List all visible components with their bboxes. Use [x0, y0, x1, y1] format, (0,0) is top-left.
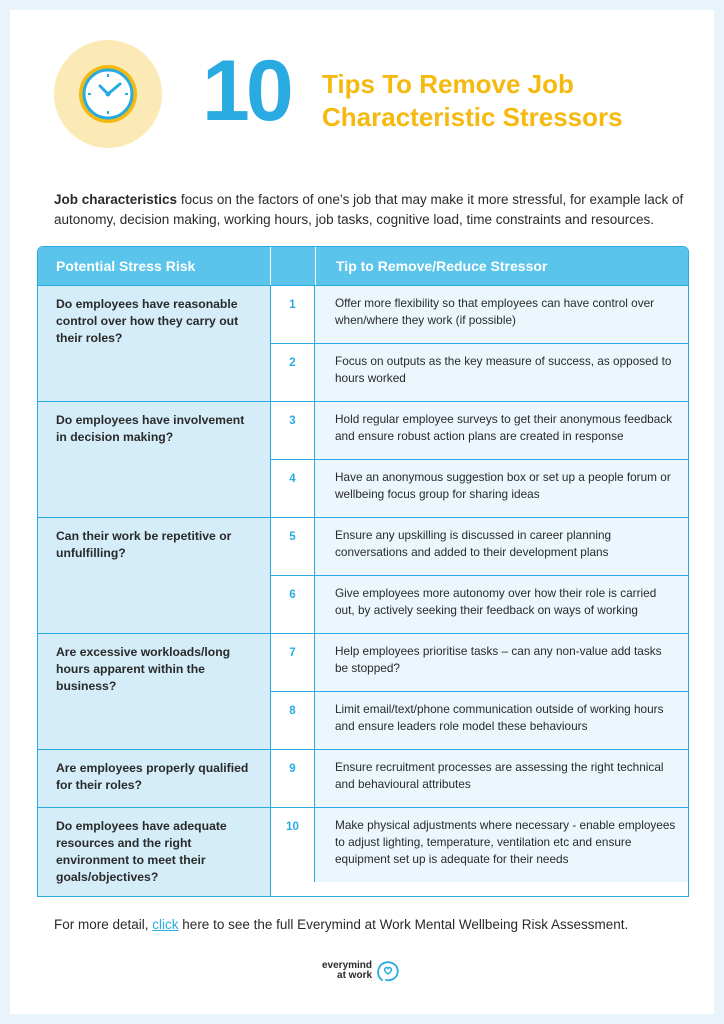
- tip-text: Help employees prioritise tasks – can any non-value add tasks be stopped?: [315, 634, 688, 691]
- intro-bold: Job characteristics: [54, 192, 178, 207]
- tip-number: 4: [271, 460, 315, 517]
- logo-line-1: everymind: [322, 960, 373, 971]
- tip-row: [271, 286, 688, 343]
- tip-row: [271, 575, 688, 633]
- footer-text-before: For more detail,: [54, 917, 153, 932]
- risk-cell: Do employees have involvement in decision making?: [38, 402, 271, 517]
- tip-row: [271, 343, 688, 401]
- clock-badge: [54, 40, 162, 148]
- tip-text: Give employees more autonomy over how their role is carried out, by actively seeking their feedback on ways of working: [315, 576, 688, 633]
- tip-text: Ensure any upskilling is discussed in career planning conversations and added to their development plans: [315, 518, 688, 575]
- tip-text: Offer more flexibility so that employees can have control over when/where they work (if possible): [315, 286, 688, 343]
- tip-row: [271, 808, 688, 882]
- risk-group: [38, 749, 688, 807]
- tip-text: Limit email/text/phone communication outside of working hours and ensure leaders role model these behaviours: [315, 692, 688, 749]
- risk-cell: Do employees have adequate resources and the right environment to meet their goals/objectives?: [38, 808, 271, 896]
- tip-number: 3: [271, 402, 315, 459]
- tip-row: [271, 634, 688, 691]
- tip-number: 1: [271, 286, 315, 343]
- page: [10, 10, 714, 1014]
- risk-cell: Are employees properly qualified for their roles?: [38, 750, 271, 807]
- header-tip: Tip to Remove/Reduce Stressor: [336, 258, 548, 274]
- risk-cell: Are excessive workloads/long hours apparent within the business?: [38, 634, 271, 749]
- risk-cell: Do employees have reasonable control over how they carry out their roles?: [38, 286, 271, 401]
- risk-cell: Can their work be repetitive or unfulfilling?: [38, 518, 271, 633]
- clock-icon: [76, 62, 140, 126]
- intro-paragraph: [54, 190, 684, 230]
- footer-note: [54, 916, 694, 934]
- logo-line-2: at work: [337, 970, 373, 981]
- tip-text: Hold regular employee surveys to get their anonymous feedback and ensure robust action plans are created in response: [315, 402, 688, 459]
- tip-number: 7: [271, 634, 315, 691]
- logo-wordmark: [322, 961, 372, 981]
- tip-row: [271, 750, 688, 807]
- tip-text: Have an anonymous suggestion box or set up a people forum or wellbeing focus group for sharing ideas: [315, 460, 688, 517]
- tip-number: 2: [271, 344, 315, 401]
- heart-head-icon: [375, 958, 401, 984]
- tip-number: 9: [271, 750, 315, 807]
- page-title: Tips To Remove Job Characteristic Stressors: [322, 69, 623, 132]
- risk-group: [38, 807, 688, 896]
- header-risk: Potential Stress Risk: [38, 247, 271, 285]
- footer-text-after: here to see the full Everymind at Work Mental Wellbeing Risk Assessment.: [178, 917, 629, 932]
- tip-row: [271, 691, 688, 749]
- tip-number: 6: [271, 576, 315, 633]
- risk-group: [38, 633, 688, 749]
- tip-number: 8: [271, 692, 315, 749]
- header-num: [271, 247, 316, 285]
- everymind-logo: [322, 958, 401, 984]
- table-header: [38, 247, 688, 285]
- tip-number: 10: [271, 808, 315, 882]
- tips-count: 10: [202, 43, 290, 139]
- tip-text: Ensure recruitment processes are assessing the right technical and behavioural attributes: [315, 750, 688, 807]
- tip-row: [271, 518, 688, 575]
- risk-group: [38, 401, 688, 517]
- risk-group: [38, 517, 688, 633]
- risk-group: [38, 285, 688, 401]
- tip-row: [271, 459, 688, 517]
- assessment-link[interactable]: click: [152, 917, 179, 932]
- tip-text: Focus on outputs as the key measure of success, as opposed to hours worked: [315, 344, 688, 401]
- tip-row: [271, 402, 688, 459]
- intro-text: focus on the factors of one’s job that may make it more stressful, for example lack of autonomy, decision making, working hours, job tasks, cognitive load, time constraints and resources.: [54, 192, 684, 227]
- tip-number: 5: [271, 518, 315, 575]
- tip-text: Make physical adjustments where necessary - enable employees to adjust lighting, temperature, ventilation etc and ensure equipment set up is adequate for their needs: [315, 808, 688, 882]
- stressor-table: [37, 246, 689, 897]
